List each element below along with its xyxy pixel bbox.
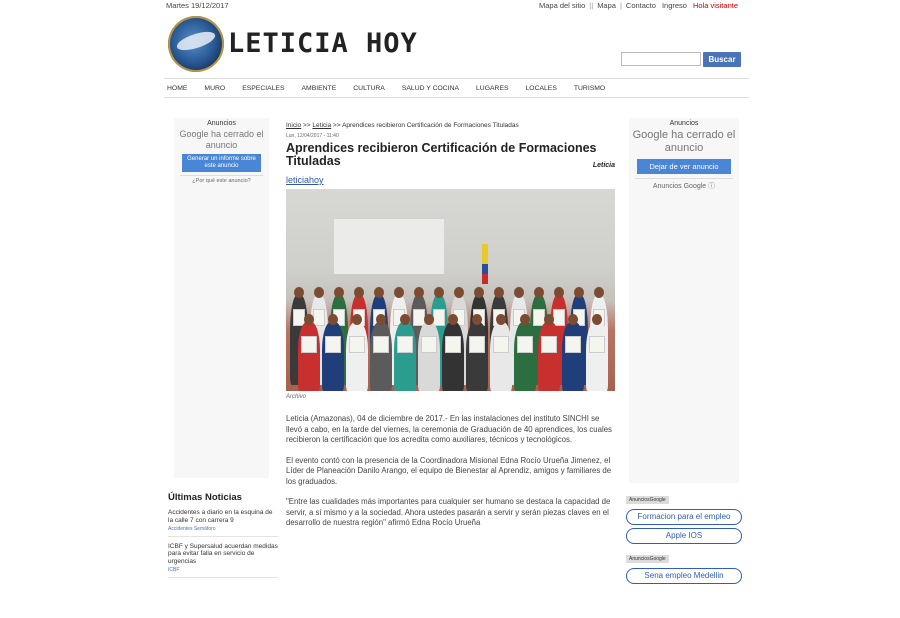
article-paragraph: "Entre las cualidades más importantes para cualquier ser humano se destaca la capacidad de servir, a sí mismo y a la sociedad. Ahora ustedes pasarán a servir y serán piezas claves en el desarrollo de nuestra región" afirmó Edna Rocío Urueña bbox=[286, 497, 611, 527]
certificate bbox=[397, 336, 413, 353]
person-head bbox=[554, 287, 564, 298]
person-head bbox=[304, 314, 314, 325]
person-head bbox=[520, 314, 530, 325]
article bbox=[286, 118, 616, 539]
breadcrumb-home[interactable]: Inicio bbox=[286, 122, 302, 129]
nav-muro[interactable]: MURO bbox=[204, 84, 226, 92]
person bbox=[514, 322, 536, 391]
sponsored-links bbox=[624, 488, 744, 587]
person-head bbox=[474, 287, 484, 298]
person bbox=[298, 322, 320, 391]
person-head bbox=[400, 314, 410, 325]
main-nav bbox=[164, 78, 749, 98]
nav-turismo[interactable]: TURISMO bbox=[573, 84, 606, 92]
person bbox=[586, 322, 608, 391]
certificate bbox=[373, 336, 389, 353]
ad-link-formacion[interactable]: Formacion para el empleo bbox=[626, 509, 742, 525]
article-date: Lun, 12/04/2017 - 11:40 bbox=[286, 133, 339, 139]
certificate bbox=[301, 336, 317, 353]
ad-closed-text: ha cerrado el anuncio bbox=[205, 129, 264, 150]
nav-especiales[interactable]: ESPECIALES bbox=[242, 84, 285, 92]
breadcrumb bbox=[286, 122, 616, 129]
person-head bbox=[352, 314, 362, 325]
google-label: Google bbox=[179, 129, 209, 139]
certificate bbox=[565, 336, 581, 353]
person-head bbox=[454, 287, 464, 298]
nav-ambiente[interactable]: AMBIENTE bbox=[301, 84, 337, 92]
report-ad-button[interactable]: Generar un informe sobre este anuncio bbox=[182, 154, 261, 172]
news-item-tag[interactable]: Accidentes Semáforo bbox=[168, 526, 216, 532]
contact-link[interactable]: Contacto bbox=[625, 1, 656, 10]
person-head bbox=[354, 287, 364, 298]
nav-cultura[interactable]: CULTURA bbox=[353, 84, 385, 92]
person-head bbox=[294, 287, 304, 298]
graduates-group bbox=[286, 269, 615, 379]
person-head bbox=[494, 287, 504, 298]
person-head bbox=[594, 287, 604, 298]
person bbox=[370, 322, 392, 391]
ad-link-apple-ios[interactable]: Apple IOS bbox=[626, 528, 742, 544]
separator: || bbox=[589, 1, 594, 10]
article-photo bbox=[286, 189, 615, 391]
certificate bbox=[445, 336, 461, 353]
person-head bbox=[592, 314, 602, 325]
person-head bbox=[394, 287, 404, 298]
person-head bbox=[574, 287, 584, 298]
news-item-text[interactable]: ICBF y Supersalud acuerdan medidas para evitar falla en servicio de urgencias bbox=[168, 542, 278, 565]
ad-closed-message bbox=[629, 129, 739, 155]
certificate bbox=[517, 336, 533, 353]
person-head bbox=[568, 314, 578, 325]
news-item[interactable] bbox=[168, 543, 278, 578]
breadcrumb-section[interactable]: Leticia bbox=[312, 122, 332, 129]
search-input[interactable] bbox=[621, 52, 701, 66]
ads-by-google-link[interactable] bbox=[635, 178, 733, 191]
news-item-tag[interactable]: ICBF bbox=[168, 567, 180, 573]
person-head bbox=[414, 287, 424, 298]
latest-news bbox=[168, 492, 278, 578]
latest-news-title: Últimas Noticias bbox=[168, 492, 242, 503]
article-paragraph: El evento contó con la presencia de la Coordinadora Misional Edna Rocío Urueña Jimenez, el Líder de Planeación Danilo Arango, el equipo de Bienestar al Aprendiz, amigos y familiares de los graduados. bbox=[286, 455, 612, 486]
certificate bbox=[433, 309, 445, 326]
person bbox=[442, 322, 464, 391]
person-head bbox=[424, 314, 434, 325]
certificate bbox=[493, 336, 509, 353]
certificate bbox=[541, 336, 557, 353]
photo-caption: Archivo bbox=[286, 394, 307, 400]
certificate bbox=[553, 309, 565, 326]
info-icon: ⓘ bbox=[708, 183, 716, 190]
ad-left bbox=[174, 118, 269, 478]
breadcrumb-separator: >> bbox=[333, 122, 341, 129]
person-head bbox=[314, 287, 324, 298]
source-link[interactable]: leticiahoy bbox=[286, 175, 324, 185]
person bbox=[538, 322, 560, 391]
ads-footer-label: Anuncios Google bbox=[652, 183, 707, 190]
article-author: Leticia bbox=[592, 162, 615, 169]
person-head bbox=[496, 314, 506, 325]
ad-heading: Anuncios bbox=[669, 120, 699, 127]
site-title[interactable]: LETICIA HOY bbox=[228, 28, 418, 59]
person-head bbox=[376, 314, 386, 325]
login-link[interactable]: Ingreso bbox=[661, 1, 687, 10]
person-head bbox=[328, 314, 338, 325]
breadcrumb-separator: >> bbox=[303, 122, 311, 129]
ad-closed-text: ha cerrado el anuncio bbox=[664, 129, 736, 154]
article-body bbox=[286, 414, 616, 529]
site-logo[interactable] bbox=[168, 16, 224, 72]
person-head bbox=[534, 287, 544, 298]
person-head bbox=[374, 287, 384, 298]
map-link[interactable]: Mapa bbox=[597, 1, 616, 10]
news-item[interactable] bbox=[168, 509, 278, 537]
nav-salud-cocina[interactable]: SALUD Y COCINA bbox=[401, 84, 460, 92]
current-date: Martes 19/12/2017 bbox=[166, 1, 229, 10]
person bbox=[346, 322, 368, 391]
nav-locales[interactable]: LOCALES bbox=[525, 84, 557, 92]
why-this-ad-link[interactable]: ¿Por qué este anuncio? bbox=[180, 175, 263, 184]
article-headline: Aprendices recibieron Certificación de Formaciones Tituladas bbox=[286, 141, 597, 168]
ad-heading: Anuncios bbox=[207, 120, 236, 127]
person-head bbox=[472, 314, 482, 325]
adchoices-label[interactable]: AnunciosGoogle bbox=[626, 496, 669, 504]
person bbox=[394, 322, 416, 391]
person-head bbox=[514, 287, 524, 298]
certificate bbox=[325, 336, 341, 353]
certificate bbox=[313, 309, 325, 326]
projector-screen bbox=[334, 219, 444, 274]
top-links bbox=[536, 1, 741, 10]
breadcrumb-current: Aprendices recibieron Certificación de Formaciones Tituladas bbox=[342, 122, 519, 129]
stop-ad-button[interactable]: Dejar de ver anuncio bbox=[637, 159, 731, 174]
top-bar bbox=[164, 0, 749, 12]
page bbox=[164, 0, 749, 618]
article-paragraph: Leticia (Amazonas), 04 de diciembre de 2017.- En las instalaciones del instituto SINCHI se llevó a cabo, en la tarde del viernes, la ceremonia de Graduación de 40 aprendices, los cuales recibieron la certificación que los acredita como auxiliares, técnicos y tecnológicos. bbox=[286, 414, 612, 444]
certificate bbox=[589, 336, 605, 353]
person bbox=[562, 322, 584, 391]
search-button[interactable]: Buscar bbox=[703, 52, 741, 67]
ad-right bbox=[629, 118, 739, 483]
person bbox=[418, 322, 440, 391]
person-head bbox=[334, 287, 344, 298]
adchoices-label[interactable]: AnunciosGoogle bbox=[626, 555, 669, 563]
certificate bbox=[421, 336, 437, 353]
google-label: Google bbox=[632, 129, 669, 141]
person bbox=[322, 322, 344, 391]
nav-home[interactable]: HOME bbox=[167, 84, 188, 92]
visitor-greeting: Hola visitante bbox=[692, 1, 738, 10]
separator: | bbox=[619, 1, 622, 10]
person-head bbox=[434, 287, 444, 298]
nav-lugares[interactable]: LUGARES bbox=[476, 84, 509, 92]
person-head bbox=[544, 314, 554, 325]
news-item-text[interactable]: Accidentes a diario en la esquina de la calle 7 con carrera 9 bbox=[168, 509, 273, 524]
ad-link-sena-empleo[interactable]: Sena empleo Medellin bbox=[626, 568, 742, 584]
person bbox=[490, 322, 512, 391]
ad-closed-message bbox=[174, 129, 269, 151]
person-head bbox=[448, 314, 458, 325]
certificate bbox=[349, 336, 365, 353]
person bbox=[466, 322, 488, 391]
sitemap-link[interactable]: Mapa del sitio bbox=[539, 1, 586, 10]
certificate bbox=[469, 336, 485, 353]
